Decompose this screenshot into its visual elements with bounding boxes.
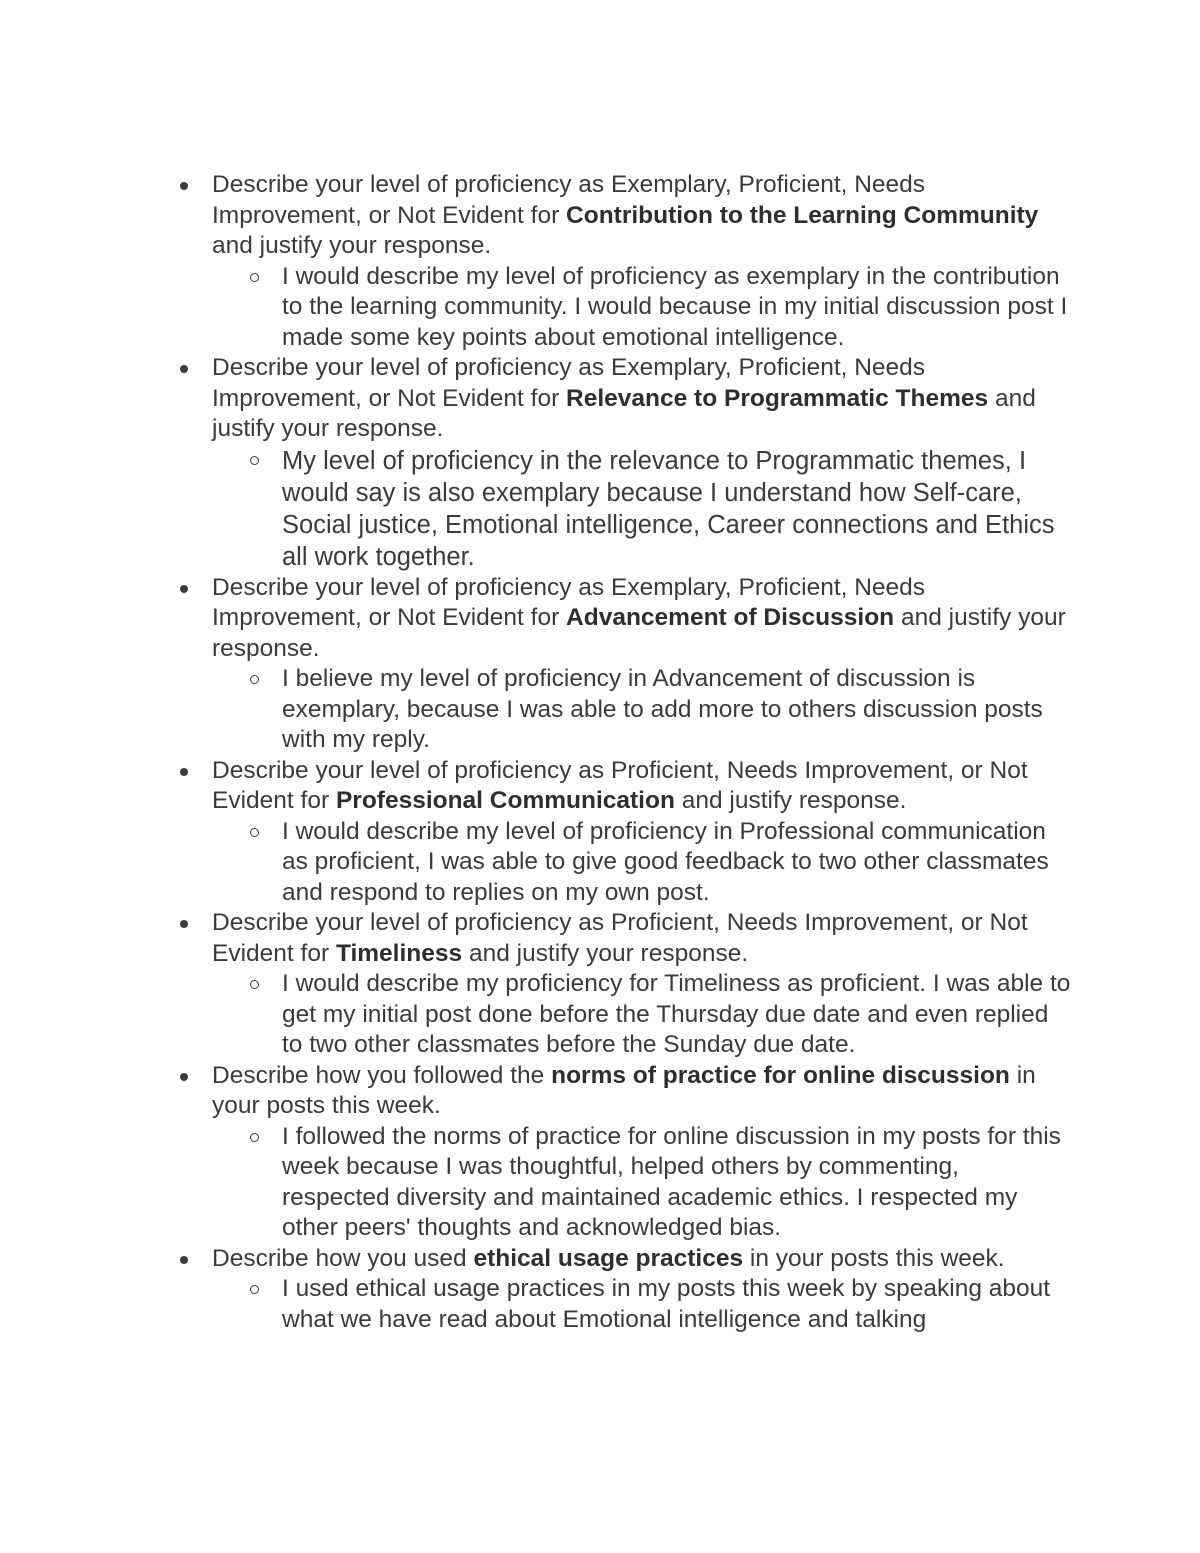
hollow-bullet-icon — [250, 1285, 259, 1294]
question-text: Describe your level of proficiency as Proficient, Needs Improvement, or Not Evident for Timeliness and justify your response. — [212, 909, 1028, 967]
question-item — [212, 1244, 1072, 1275]
question-item — [212, 756, 1072, 817]
hollow-bullet-icon — [250, 456, 259, 465]
answer-text: My level of proficiency in the relevance to Programmatic themes, I would say is also exemplary because I understand how Self-care, Social justice, Emotional intelligence, Career connections and Ethics all work together. — [282, 446, 1055, 571]
answer-item — [282, 1122, 1072, 1244]
question-list — [212, 170, 1072, 1335]
question-text: Describe how you used ethical usage practices in your posts this week. — [212, 1244, 1005, 1272]
question-item — [212, 170, 1072, 262]
question-text: Describe your level of proficiency as Exemplary, Proficient, Needs Improvement, or Not Evident for Contribution to the Learning Community and justify your response. — [212, 171, 1039, 259]
hollow-bullet-icon — [250, 675, 259, 684]
question-text: Describe your level of proficiency as Exemplary, Proficient, Needs Improvement, or Not Evident for Relevance to Programmatic Themes and justify your response. — [212, 354, 1036, 442]
question-text: Describe your level of proficiency as Proficient, Needs Improvement, or Not Evident for Professional Communication and justify response. — [212, 756, 1028, 814]
answer-text: I would describe my level of proficiency as exemplary in the contribution to the learning community. I would because in my initial discussion post I made some key points about emotional intelligence. — [282, 262, 1068, 351]
bullet-icon — [180, 1256, 188, 1264]
answer-item — [282, 445, 1072, 573]
question-text: Describe how you followed the norms of practice for online discussion in your posts this week. — [212, 1061, 1036, 1119]
hollow-bullet-icon — [250, 980, 259, 989]
question-text: Describe your level of proficiency as Exemplary, Proficient, Needs Improvement, or Not Evident for Advancement of Discussion and justify your response. — [212, 573, 1066, 662]
hollow-bullet-icon — [250, 828, 259, 837]
answer-text: I followed the norms of practice for online discussion in my posts for this week because I was thoughtful, helped others by commenting, respected diversity and maintained academic ethics. I respected my other peers' thoughts and acknowledged bias. — [282, 1122, 1061, 1241]
answer-text: I used ethical usage practices in my posts this week by speaking about what we have read about Emotional intelligence and talking — [282, 1275, 1051, 1333]
question-item — [212, 353, 1072, 445]
question-item — [212, 1061, 1072, 1122]
answer-text: I believe my level of proficiency in Advancement of discussion is exemplary, because I was able to add more to others discussion posts with my reply. — [282, 665, 1043, 753]
bullet-icon — [180, 768, 188, 776]
question-item — [212, 573, 1072, 665]
bullet-icon — [180, 1073, 188, 1081]
answer-item — [282, 664, 1072, 756]
question-item — [212, 908, 1072, 969]
answer-text: I would describe my level of proficiency in Professional communication as proficient, I was able to give good feedback to two other classmates and respond to replies on my own post. — [282, 817, 1049, 906]
answer-item — [282, 262, 1072, 354]
bullet-icon — [180, 182, 188, 190]
answer-item — [282, 1274, 1072, 1335]
hollow-bullet-icon — [250, 1133, 259, 1142]
answer-item — [282, 969, 1072, 1061]
answer-text: I would describe my proficiency for Timeliness as proficient. I was able to get my initial post done before the Thursday due date and even replied to two other classmates before the Sunday due date. — [282, 970, 1071, 1058]
hollow-bullet-icon — [250, 273, 259, 282]
bullet-icon — [180, 585, 188, 593]
bullet-icon — [180, 365, 188, 373]
answer-item — [282, 817, 1072, 909]
bullet-icon — [180, 920, 188, 928]
